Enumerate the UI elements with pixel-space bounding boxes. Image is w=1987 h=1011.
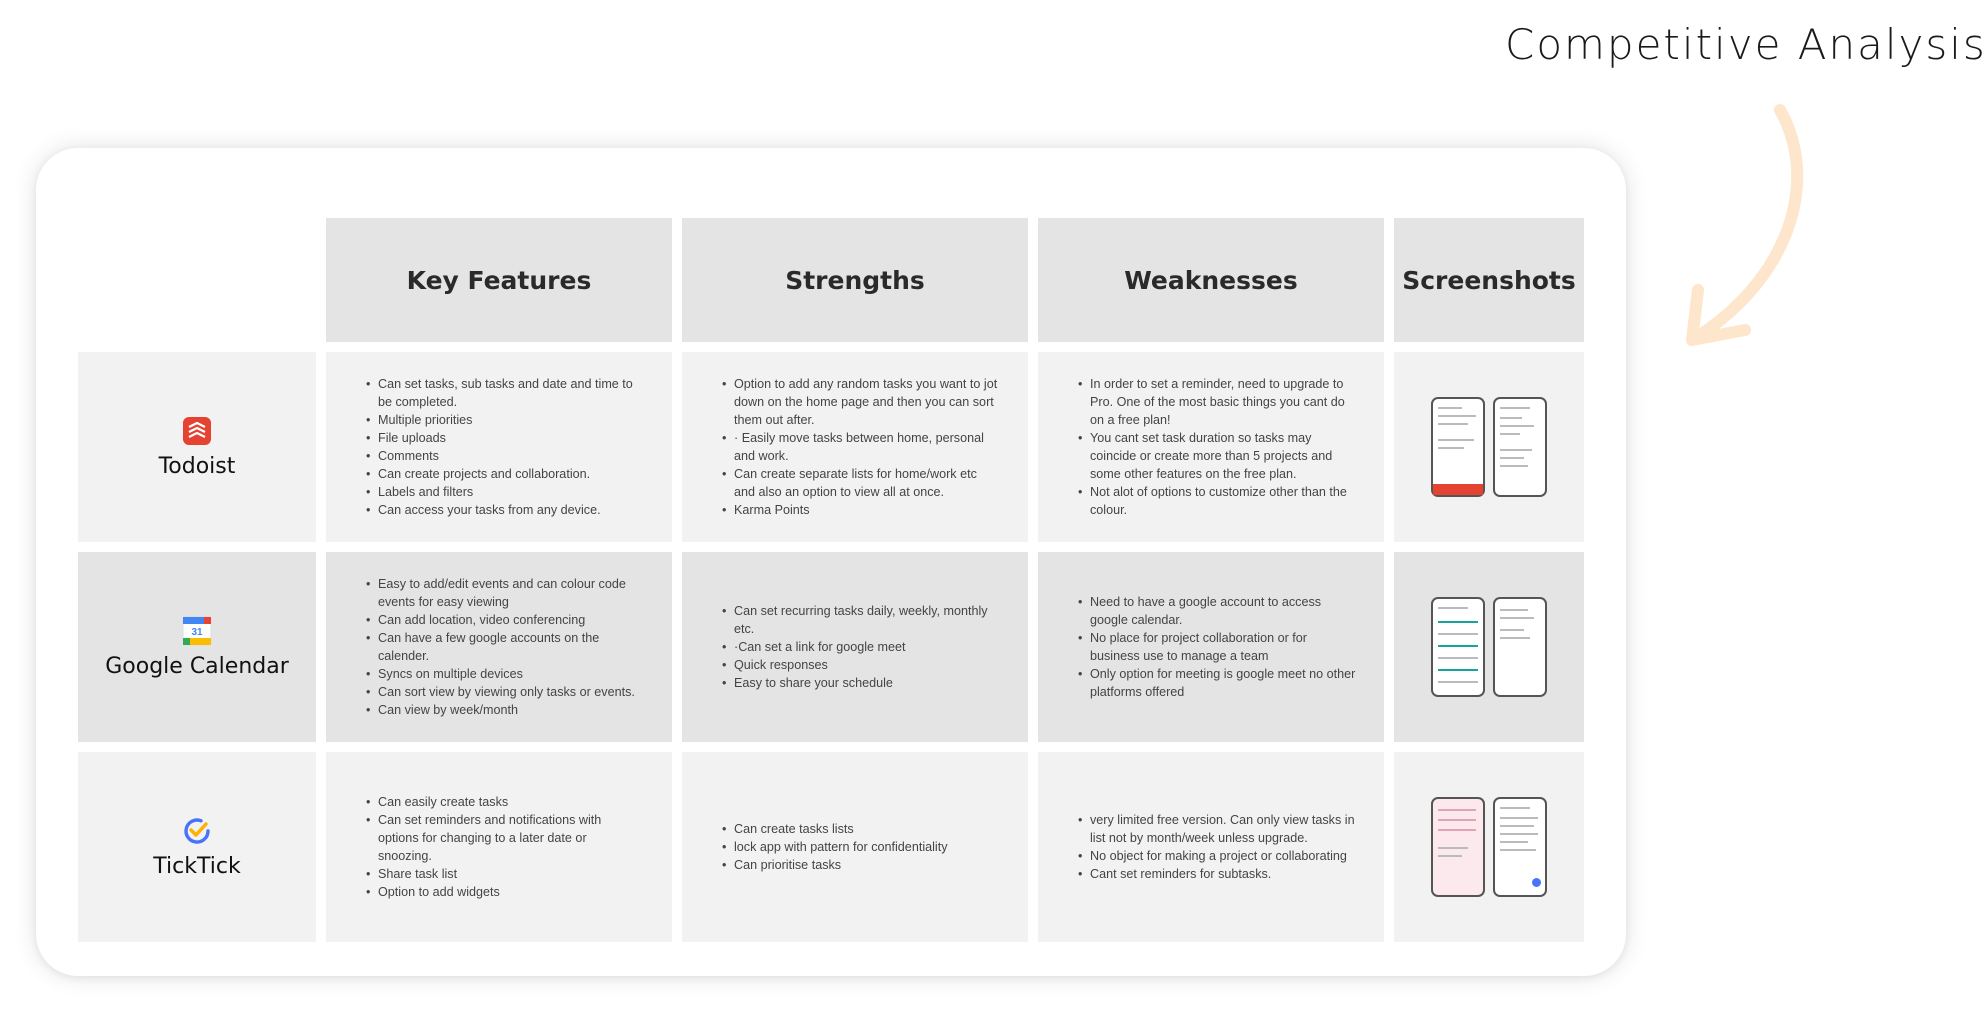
app-name: Google Calendar xyxy=(105,653,289,679)
page-title: Competitive Analysis xyxy=(1505,20,1987,69)
app-name: Todoist xyxy=(158,453,236,479)
screenshots-cell-todoist xyxy=(1394,352,1584,542)
list-item: • lock app with pattern for confidentiality xyxy=(734,838,948,856)
phone-screenshot xyxy=(1431,597,1485,697)
list-item: • Can set tasks, sub tasks and date and time to be completed. xyxy=(378,375,644,411)
list-item: • Syncs on multiple devices xyxy=(378,665,644,683)
curved-arrow-icon xyxy=(1670,100,1830,360)
phone-screenshot xyxy=(1493,597,1547,697)
list-item: • Not alot of options to customize other than the colour. xyxy=(1090,483,1356,519)
list-item: • Can create separate lists for home/work etc and also an option to view all at once. xyxy=(734,465,1000,501)
column-header-key-features: Key Features xyxy=(326,218,672,342)
phone-screenshot xyxy=(1493,797,1547,897)
list-item: • Option to add any random tasks you want to jot down on the home page and then you can sort them out after. xyxy=(734,375,1000,429)
calendar-day-label: 31 xyxy=(191,626,203,638)
list-item: • Can sort view by viewing only tasks or events. xyxy=(378,683,644,701)
list-item: • Share task list xyxy=(378,865,644,883)
list-item: • Quick responses xyxy=(734,656,1000,674)
list-item: • Easy to add/edit events and can colour code events for easy viewing xyxy=(378,575,644,611)
list-item: • very limited free version. Can only view tasks in list not by month/week unless upgrade. xyxy=(1090,811,1356,847)
list-item: • Can access your tasks from any device. xyxy=(378,501,644,519)
list-item: • Need to have a google account to access google calendar. xyxy=(1090,593,1356,629)
screenshots-cell-ticktick xyxy=(1394,752,1584,942)
features-cell-todoist xyxy=(326,352,672,542)
list-item: • Comments xyxy=(378,447,644,465)
strengths-cell-ticktick xyxy=(682,752,1028,942)
todoist-logo-icon xyxy=(182,416,212,446)
phone-screenshot xyxy=(1493,397,1547,497)
list-item: • Labels and filters xyxy=(378,483,644,501)
app-cell-todoist xyxy=(78,352,316,542)
list-item: • Can view by week/month xyxy=(378,701,644,719)
google-calendar-icon xyxy=(182,616,212,646)
list-item: • Can set reminders and notifications with options for changing to a later date or snoozing. xyxy=(378,811,644,865)
features-cell-ticktick xyxy=(326,752,672,942)
list-item: • ·Can set a link for google meet xyxy=(734,638,1000,656)
list-item: • Can add location, video conferencing xyxy=(378,611,644,629)
column-header-screenshots: Screenshots xyxy=(1394,218,1584,342)
list-item: • Can set recurring tasks daily, weekly, monthly etc. xyxy=(734,602,1000,638)
list-item: • No place for project collaboration or for business use to manage a team xyxy=(1090,629,1356,665)
list-item: • Only option for meeting is google meet no other platforms offered xyxy=(1090,665,1356,701)
list-item: • · Easily move tasks between home, personal and work. xyxy=(734,429,1000,465)
phone-screenshot xyxy=(1431,397,1485,497)
list-item: • Can create tasks lists xyxy=(734,820,948,838)
comparison-card xyxy=(36,148,1626,976)
phone-screenshot xyxy=(1431,797,1485,897)
list-item: • You cant set task duration so tasks may coincide or create more than 5 projects and some other features on the free plan. xyxy=(1090,429,1356,483)
strengths-cell-google-calendar xyxy=(682,552,1028,742)
list-item: • Multiple priorities xyxy=(378,411,644,429)
list-item: • Can prioritise tasks xyxy=(734,856,948,874)
screenshots-cell-google-calendar xyxy=(1394,552,1584,742)
weaknesses-cell-google-calendar xyxy=(1038,552,1384,742)
app-cell-google-calendar xyxy=(78,552,316,742)
ticktick-check-icon xyxy=(182,816,212,846)
list-item: • Can easily create tasks xyxy=(378,793,644,811)
column-header-strengths: Strengths xyxy=(682,218,1028,342)
list-item: • In order to set a reminder, need to upgrade to Pro. One of the most basic things you cant do on a free plan! xyxy=(1090,375,1356,429)
column-header-weaknesses: Weaknesses xyxy=(1038,218,1384,342)
list-item: • Can create projects and collaboration. xyxy=(378,465,644,483)
strengths-cell-todoist xyxy=(682,352,1028,542)
list-item: • Cant set reminders for subtasks. xyxy=(1090,865,1356,883)
list-item: • Can have a few google accounts on the calender. xyxy=(378,629,644,665)
weaknesses-cell-ticktick xyxy=(1038,752,1384,942)
app-name: TickTick xyxy=(153,853,241,879)
features-cell-google-calendar xyxy=(326,552,672,742)
list-item: • Option to add widgets xyxy=(378,883,644,901)
list-item: • File uploads xyxy=(378,429,644,447)
list-item: • Easy to share your schedule xyxy=(734,674,1000,692)
app-cell-ticktick xyxy=(78,752,316,942)
weaknesses-cell-todoist xyxy=(1038,352,1384,542)
list-item: • Karma Points xyxy=(734,501,1000,519)
list-item: • No object for making a project or collaborating xyxy=(1090,847,1356,865)
